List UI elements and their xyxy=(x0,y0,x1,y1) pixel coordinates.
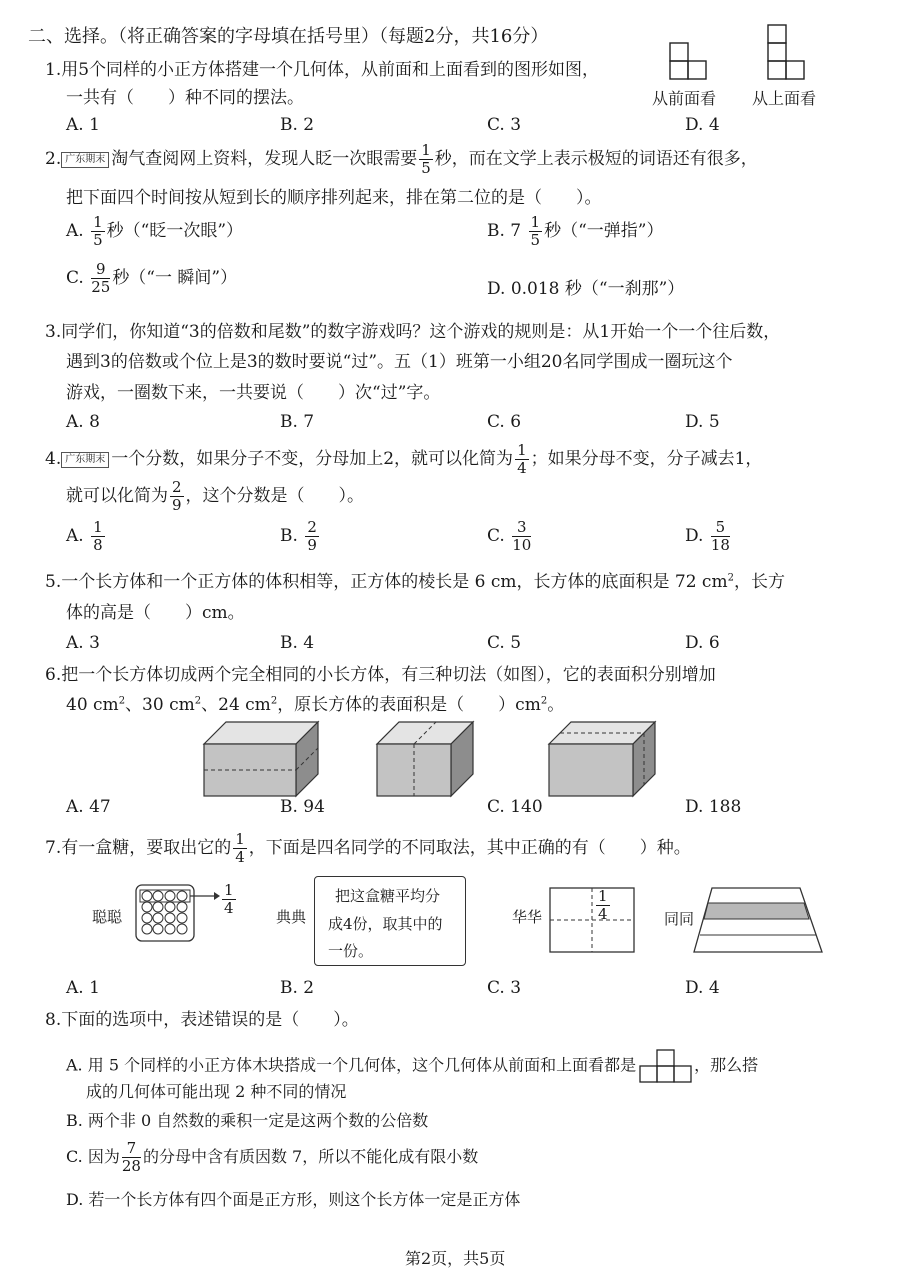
q3-option-a: A. 8 xyxy=(66,412,100,432)
q7-name-tongtong: 同同 xyxy=(664,910,695,928)
q2-option-d: D. 0.018 秒（“一刹那”） xyxy=(487,279,685,299)
q8-views-figure xyxy=(636,1048,694,1084)
q7-congcong-fraction: $\frac{1}{4}$ xyxy=(224,881,234,917)
q7-name-huahua: 华华 xyxy=(512,908,543,926)
q8-option-c: C. 因为 $\frac{7}{28}$ 的分母中含有质因数 7，所以不能化成有限小数 xyxy=(66,1139,479,1175)
q4-option-c: C. $\frac{3}{10}$ xyxy=(487,518,532,554)
q3-line2: 遇到3的倍数或个位上是3的数时要说“过”。五（1）班第一小组20名同学围成一圈玩这个 xyxy=(66,352,733,372)
q8-option-d: D. 若一个长方体有四个面是正方形，则这个长方体一定是正方体 xyxy=(66,1190,521,1209)
q4-source-tag: 广东期末 xyxy=(61,452,109,468)
q2-option-a: A. $\frac{1}{5}$ 秒（“眨一次眼”） xyxy=(66,213,244,249)
q5-option-d: D. 6 xyxy=(685,633,720,653)
q2-line2: 把下面四个时间按从短到长的顺序排列起来，排在第二位的是（ ）。 xyxy=(66,188,602,208)
q1-option-b: B. 2 xyxy=(280,115,315,135)
q2-source-tag: 广东期末 xyxy=(61,152,109,168)
q3-option-b: B. 7 xyxy=(280,412,315,432)
cuboid-vertical-cut-1 xyxy=(377,722,473,796)
q5-option-c: C. 5 xyxy=(487,633,522,653)
q7-option-a: A. 1 xyxy=(66,978,100,998)
q4-option-d: D. $\frac{5}{18}$ xyxy=(685,518,730,554)
q1-option-a: A. 1 xyxy=(66,115,100,135)
q2-option-c: C. $\frac{9}{25}$ 秒（“一 瞬间”） xyxy=(66,260,238,296)
q1-option-c: C. 3 xyxy=(487,115,522,135)
page-footer: 第2页，共5页 xyxy=(405,1249,506,1268)
q5-line2: 体的高是（ ）cm。 xyxy=(66,603,245,623)
q1-front-label: 从前面看 xyxy=(652,89,717,108)
q7-trapezoid-figure xyxy=(692,886,827,956)
q5-option-b: B. 4 xyxy=(280,633,315,653)
q3-option-c: C. 6 xyxy=(487,412,522,432)
q8-option-a-line1: A. 用 5 个同样的小正方体木块搭成一个几何体，这个几何体从前面和上面看都是 ，那么搭 xyxy=(66,1048,758,1084)
q7-diandian-box xyxy=(314,876,466,966)
q1-views-figure xyxy=(668,18,818,84)
q1-line2: 一共有（ ）种不同的摆法。 xyxy=(66,88,304,108)
q6-option-c: C. 140 xyxy=(487,797,543,817)
q3-line1: 3.同学们，你知道“3的倍数和尾数”的数字游戏吗？这个游戏的规则是：从1开始一个一个往后数， xyxy=(45,322,781,342)
q7-line1: 7.有一盒糖，要取出它的 $\frac{1}{4}$ ，下面是四名同学的不同取法，其中正确的有（ ）种。 xyxy=(45,830,691,866)
q4-line2: 就可以化简为 $\frac{2}{9}$ ，这个分数是（ ）。 xyxy=(66,478,365,514)
cuboid-horizontal-cut xyxy=(204,722,318,796)
q6-cuboid-figures xyxy=(200,718,660,798)
q8-option-b: B. 两个非 0 自然数的乘积一定是这两个数的公倍数 xyxy=(66,1111,429,1130)
q1-line1: 1.用5个同样的小正方体搭建一个几何体，从前面和上面看到的图形如图， xyxy=(45,60,600,80)
q3-line3: 游戏，一圈数下来，一共要说（ ）次“过”字。 xyxy=(66,383,441,403)
q5-option-a: A. 3 xyxy=(66,633,100,653)
q8-option-a-line2: 成的几何体可能出现 2 种不同的情况 xyxy=(86,1082,347,1101)
q1-top-label: 从上面看 xyxy=(752,89,817,108)
q6-line1: 6.把一个长方体切成两个完全相同的小长方体，有三种切法（如图），它的表面积分别增加 xyxy=(45,665,716,685)
q4-option-a: A. $\frac{1}{8}$ xyxy=(66,518,103,554)
q4-line1: 4. 广东期末 一个分数，如果分子不变，分母加上2，就可以化简为 $\frac{1}{4}$ ；如果分母不变，分子减去1， xyxy=(45,441,763,477)
q7-huahua-fraction: $\frac{1}{4}$ xyxy=(598,887,608,923)
q6-option-a: A. 47 xyxy=(66,797,111,817)
q7-option-c: C. 3 xyxy=(487,978,522,998)
cuboid-vertical-cut-2 xyxy=(549,722,655,796)
q4-option-b: B. $\frac{2}{9}$ xyxy=(280,518,317,554)
q5-line1: 5.一个长方体和一个正方体的体积相等，正方体的棱长是 6 cm，长方体的底面积是 72 $cm^2$，长方 xyxy=(45,572,785,592)
section-header: 二、选择。（将正确答案的字母填在括号里）（每题2分，共16分） xyxy=(28,26,549,47)
q6-line2: 40 $cm^2$、30 $cm^2$、24 $cm^2$，原长方体的表面积是（ ）$cm^2$。 xyxy=(66,695,565,715)
q2-line1: 2. 广东期末 淘气查阅网上资料，发现人眨一次眼需要 $\frac{1}{5}$ 秒，而在文学上表示极短的词语还有很多， xyxy=(45,141,758,177)
q6-option-b: B. 94 xyxy=(280,797,325,817)
q6-option-d: D. 188 xyxy=(685,797,742,817)
q7-name-congcong: 聪聪 xyxy=(92,908,123,926)
q7-square-grid-figure xyxy=(549,887,637,955)
q2-option-b: B. 7 $\frac{1}{5}$ 秒（“一弹指”） xyxy=(487,213,664,249)
q7-name-diandian: 典典 xyxy=(276,908,307,926)
q7-box-text-3: 一份。 xyxy=(328,942,374,960)
q3-option-d: D. 5 xyxy=(685,412,720,432)
q1-option-d: D. 4 xyxy=(685,115,720,135)
q7-box-text-2: 成4份，取其中的 xyxy=(328,915,443,933)
q7-box-text-1: 把这盒糖平均分 xyxy=(335,887,441,905)
q8-line1: 8.下面的选项中，表述错误的是（ ）。 xyxy=(45,1010,359,1030)
q7-option-b: B. 2 xyxy=(280,978,315,998)
q7-option-d: D. 4 xyxy=(685,978,720,998)
